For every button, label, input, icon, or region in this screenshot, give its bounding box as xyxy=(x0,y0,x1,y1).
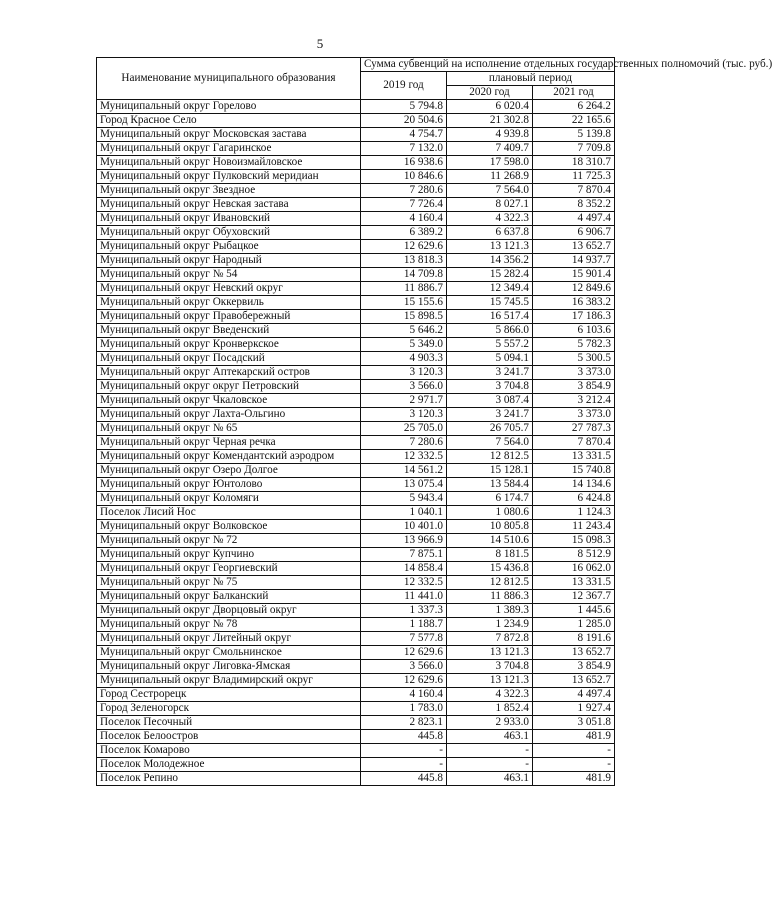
value-2020-cell: 14 510.6 xyxy=(447,534,533,548)
value-2021-cell: 13 331.5 xyxy=(533,450,615,464)
table-row xyxy=(97,198,615,212)
value-2020-cell: 1 080.6 xyxy=(447,506,533,520)
page-number: 5 xyxy=(316,36,324,51)
value-2021-cell: 14 134.6 xyxy=(533,478,615,492)
value-2020-cell: 7 564.0 xyxy=(447,436,533,450)
value-2020-cell: - xyxy=(447,758,533,772)
value-2019-cell: 12 332.5 xyxy=(361,576,447,590)
table-row xyxy=(97,716,615,730)
value-2019-cell: 15 155.6 xyxy=(361,296,447,310)
value-2020-cell: 7 409.7 xyxy=(447,142,533,156)
value-2019-cell: 25 705.0 xyxy=(361,422,447,436)
value-2021-cell: 7 870.4 xyxy=(533,436,615,450)
value-2021-cell: 14 937.7 xyxy=(533,254,615,268)
municipality-name-cell: Муниципальный округ Аптекарский остров xyxy=(97,366,361,380)
municipality-name-cell: Муниципальный округ № 78 xyxy=(97,618,361,632)
value-2019-cell: 12 332.5 xyxy=(361,450,447,464)
table-row xyxy=(97,464,615,478)
column-header-sum: Сумма субвенций на исполнение отдельных государственных полномочий (тыс. руб.) xyxy=(361,58,615,72)
table-row xyxy=(97,450,615,464)
value-2020-cell: 4 322.3 xyxy=(447,212,533,226)
value-2020-cell: 3 704.8 xyxy=(447,380,533,394)
table-row xyxy=(97,366,615,380)
table-row xyxy=(97,674,615,688)
table-row xyxy=(97,226,615,240)
value-2020-cell: 21 302.8 xyxy=(447,114,533,128)
municipality-name-cell: Город Красное Село xyxy=(97,114,361,128)
value-2019-cell: 3 566.0 xyxy=(361,380,447,394)
municipality-name-cell: Муниципальный округ Посадский xyxy=(97,352,361,366)
value-2020-cell: 13 121.3 xyxy=(447,674,533,688)
value-2021-cell: 27 787.3 xyxy=(533,422,615,436)
table-row xyxy=(97,744,615,758)
value-2021-cell: 3 051.8 xyxy=(533,716,615,730)
table-row xyxy=(97,660,615,674)
table-row xyxy=(97,632,615,646)
value-2019-cell: 14 561.2 xyxy=(361,464,447,478)
municipality-name-cell: Муниципальный округ Рыбацкое xyxy=(97,240,361,254)
table-row xyxy=(97,394,615,408)
table-row xyxy=(97,380,615,394)
value-2021-cell: 15 098.3 xyxy=(533,534,615,548)
value-2021-cell: 13 652.7 xyxy=(533,646,615,660)
value-2019-cell: - xyxy=(361,744,447,758)
municipality-name-cell: Муниципальный округ Народный xyxy=(97,254,361,268)
table-row xyxy=(97,562,615,576)
value-2021-cell: 8 191.6 xyxy=(533,632,615,646)
value-2019-cell: 7 577.8 xyxy=(361,632,447,646)
value-2019-cell: 2 823.1 xyxy=(361,716,447,730)
value-2020-cell: 1 389.3 xyxy=(447,604,533,618)
value-2020-cell: 12 812.5 xyxy=(447,450,533,464)
value-2021-cell: 13 652.7 xyxy=(533,240,615,254)
value-2021-cell: 13 331.5 xyxy=(533,576,615,590)
value-2019-cell: 445.8 xyxy=(361,730,447,744)
value-2019-cell: 14 858.4 xyxy=(361,562,447,576)
municipality-name-cell: Муниципальный округ Введенский xyxy=(97,324,361,338)
value-2019-cell: 2 971.7 xyxy=(361,394,447,408)
table-row xyxy=(97,534,615,548)
value-2021-cell: - xyxy=(533,758,615,772)
value-2021-cell: 1 927.4 xyxy=(533,702,615,716)
table-body xyxy=(97,100,615,786)
municipality-name-cell: Поселок Молодежное xyxy=(97,758,361,772)
value-2021-cell: 5 139.8 xyxy=(533,128,615,142)
municipality-name-cell: Муниципальный округ Купчино xyxy=(97,548,361,562)
table-row xyxy=(97,702,615,716)
municipality-name-cell: Муниципальный округ Обуховский xyxy=(97,226,361,240)
value-2020-cell: 4 322.3 xyxy=(447,688,533,702)
value-2019-cell: 7 280.6 xyxy=(361,436,447,450)
value-2019-cell: 5 646.2 xyxy=(361,324,447,338)
column-header-planned-period: плановый период xyxy=(447,72,615,86)
value-2020-cell: 463.1 xyxy=(447,730,533,744)
value-2021-cell: 8 512.9 xyxy=(533,548,615,562)
value-2019-cell: 11 886.7 xyxy=(361,282,447,296)
municipality-name-cell: Муниципальный округ округ Петровский xyxy=(97,380,361,394)
municipality-name-cell: Муниципальный округ Дворцовый округ xyxy=(97,604,361,618)
value-2019-cell: 1 337.3 xyxy=(361,604,447,618)
value-2021-cell: 11 725.3 xyxy=(533,170,615,184)
value-2020-cell: 4 939.8 xyxy=(447,128,533,142)
value-2019-cell: 5 794.8 xyxy=(361,100,447,114)
value-2020-cell: 8 027.1 xyxy=(447,198,533,212)
value-2021-cell: 17 186.3 xyxy=(533,310,615,324)
value-2020-cell: 5 094.1 xyxy=(447,352,533,366)
table-row xyxy=(97,114,615,128)
value-2019-cell: 13 966.9 xyxy=(361,534,447,548)
value-2019-cell: 3 120.3 xyxy=(361,366,447,380)
value-2019-cell: 15 898.5 xyxy=(361,310,447,324)
value-2019-cell: 13 075.4 xyxy=(361,478,447,492)
municipality-name-cell: Муниципальный округ Литейный округ xyxy=(97,632,361,646)
value-2019-cell: 4 903.3 xyxy=(361,352,447,366)
value-2019-cell: 14 709.8 xyxy=(361,268,447,282)
value-2019-cell: 1 188.7 xyxy=(361,618,447,632)
value-2021-cell: 1 124.3 xyxy=(533,506,615,520)
table-row xyxy=(97,184,615,198)
table-row xyxy=(97,772,615,786)
value-2019-cell: 10 846.6 xyxy=(361,170,447,184)
table-row xyxy=(97,520,615,534)
table-row xyxy=(97,436,615,450)
value-2021-cell: 7 709.8 xyxy=(533,142,615,156)
value-2021-cell: 11 243.4 xyxy=(533,520,615,534)
value-2020-cell: 5 557.2 xyxy=(447,338,533,352)
value-2019-cell: 7 875.1 xyxy=(361,548,447,562)
value-2019-cell: 12 629.6 xyxy=(361,674,447,688)
value-2020-cell: 13 121.3 xyxy=(447,646,533,660)
value-2020-cell: 10 805.8 xyxy=(447,520,533,534)
value-2020-cell: 13 584.4 xyxy=(447,478,533,492)
value-2019-cell: 1 040.1 xyxy=(361,506,447,520)
value-2021-cell: 6 424.8 xyxy=(533,492,615,506)
municipality-name-cell: Муниципальный округ Правобережный xyxy=(97,310,361,324)
value-2019-cell: 11 441.0 xyxy=(361,590,447,604)
value-2021-cell: 15 901.4 xyxy=(533,268,615,282)
table-row xyxy=(97,576,615,590)
value-2019-cell: 7 726.4 xyxy=(361,198,447,212)
value-2019-cell: 12 629.6 xyxy=(361,646,447,660)
table-row xyxy=(97,618,615,632)
municipality-name-cell: Поселок Лисий Нос xyxy=(97,506,361,520)
value-2020-cell: 16 517.4 xyxy=(447,310,533,324)
table-row xyxy=(97,156,615,170)
value-2019-cell: 20 504.6 xyxy=(361,114,447,128)
value-2021-cell: - xyxy=(533,744,615,758)
municipality-name-cell: Муниципальный округ Балканский xyxy=(97,590,361,604)
value-2020-cell: 1 234.9 xyxy=(447,618,533,632)
value-2019-cell: 1 783.0 xyxy=(361,702,447,716)
municipality-name-cell: Муниципальный округ Коломяги xyxy=(97,492,361,506)
value-2019-cell: 12 629.6 xyxy=(361,240,447,254)
value-2021-cell: 3 854.9 xyxy=(533,660,615,674)
municipality-name-cell: Муниципальный округ № 72 xyxy=(97,534,361,548)
value-2020-cell: 7 564.0 xyxy=(447,184,533,198)
table-row xyxy=(97,646,615,660)
table-row xyxy=(97,548,615,562)
value-2021-cell: 3 373.0 xyxy=(533,408,615,422)
municipality-name-cell: Муниципальный округ Московская застава xyxy=(97,128,361,142)
value-2021-cell: 12 849.6 xyxy=(533,282,615,296)
value-2020-cell: 3 087.4 xyxy=(447,394,533,408)
value-2021-cell: 15 740.8 xyxy=(533,464,615,478)
municipality-name-cell: Поселок Репино xyxy=(97,772,361,786)
value-2020-cell: 15 436.8 xyxy=(447,562,533,576)
value-2020-cell: 7 872.8 xyxy=(447,632,533,646)
value-2020-cell: 15 745.5 xyxy=(447,296,533,310)
subventions-table xyxy=(96,57,772,786)
municipality-name-cell: Муниципальный округ Чкаловское xyxy=(97,394,361,408)
municipality-name-cell: Муниципальный округ Волковское xyxy=(97,520,361,534)
value-2020-cell: 8 181.5 xyxy=(447,548,533,562)
table-row xyxy=(97,324,615,338)
table-row xyxy=(97,296,615,310)
table-row xyxy=(97,310,615,324)
municipality-name-cell: Муниципальный округ Лиговка-Ямская xyxy=(97,660,361,674)
column-header-2021: 2021 год xyxy=(533,86,615,100)
value-2020-cell: 17 598.0 xyxy=(447,156,533,170)
table-row xyxy=(97,422,615,436)
municipality-name-cell: Муниципальный округ Ивановский xyxy=(97,212,361,226)
value-2021-cell: 6 906.7 xyxy=(533,226,615,240)
value-2021-cell: 5 782.3 xyxy=(533,338,615,352)
value-2021-cell: 4 497.4 xyxy=(533,688,615,702)
value-2020-cell: 15 282.4 xyxy=(447,268,533,282)
value-2021-cell: 22 165.6 xyxy=(533,114,615,128)
municipality-name-cell: Муниципальный округ Звездное xyxy=(97,184,361,198)
value-2021-cell: 3 373.0 xyxy=(533,366,615,380)
value-2021-cell: 481.9 xyxy=(533,772,615,786)
municipality-name-cell: Муниципальный округ № 65 xyxy=(97,422,361,436)
table-row xyxy=(97,478,615,492)
value-2021-cell: 3 212.4 xyxy=(533,394,615,408)
table-row xyxy=(97,352,615,366)
value-2021-cell: 12 367.7 xyxy=(533,590,615,604)
value-2020-cell: 5 866.0 xyxy=(447,324,533,338)
value-2019-cell: 10 401.0 xyxy=(361,520,447,534)
value-2020-cell: 3 704.8 xyxy=(447,660,533,674)
value-2019-cell: 13 818.3 xyxy=(361,254,447,268)
value-2019-cell: 3 120.3 xyxy=(361,408,447,422)
municipality-name-cell: Муниципальный округ Кронверкское xyxy=(97,338,361,352)
table-row xyxy=(97,730,615,744)
municipality-name-cell: Поселок Комарово xyxy=(97,744,361,758)
value-2021-cell: 6 264.2 xyxy=(533,100,615,114)
municipality-name-cell: Муниципальный округ Озеро Долгое xyxy=(97,464,361,478)
table-row xyxy=(97,268,615,282)
municipality-name-cell: Поселок Песочный xyxy=(97,716,361,730)
municipality-name-cell: Муниципальный округ Горелово xyxy=(97,100,361,114)
value-2020-cell: 6 174.7 xyxy=(447,492,533,506)
value-2019-cell: 4 160.4 xyxy=(361,212,447,226)
value-2021-cell: 481.9 xyxy=(533,730,615,744)
table-row xyxy=(97,240,615,254)
municipality-name-cell: Муниципальный округ Георгиевский xyxy=(97,562,361,576)
column-header-2020: 2020 год xyxy=(447,86,533,100)
value-2020-cell: 11 268.9 xyxy=(447,170,533,184)
table-row xyxy=(97,604,615,618)
value-2020-cell: 14 356.2 xyxy=(447,254,533,268)
value-2019-cell: 7 280.6 xyxy=(361,184,447,198)
value-2020-cell: - xyxy=(447,744,533,758)
municipality-name-cell: Муниципальный округ Невская застава xyxy=(97,198,361,212)
value-2020-cell: 3 241.7 xyxy=(447,408,533,422)
municipality-name-cell: Муниципальный округ Оккервиль xyxy=(97,296,361,310)
value-2021-cell: 18 310.7 xyxy=(533,156,615,170)
value-2019-cell: 4 160.4 xyxy=(361,688,447,702)
value-2021-cell: 7 870.4 xyxy=(533,184,615,198)
value-2020-cell: 1 852.4 xyxy=(447,702,533,716)
municipality-name-cell: Город Сестрорецк xyxy=(97,688,361,702)
table-row xyxy=(97,212,615,226)
municipality-name-cell: Муниципальный округ № 54 xyxy=(97,268,361,282)
value-2020-cell: 2 933.0 xyxy=(447,716,533,730)
municipality-name-cell: Муниципальный округ Новоизмайловское xyxy=(97,156,361,170)
municipality-name-cell: Поселок Белоостров xyxy=(97,730,361,744)
value-2019-cell: 16 938.6 xyxy=(361,156,447,170)
table-row xyxy=(97,142,615,156)
table-row xyxy=(97,128,615,142)
table-row xyxy=(97,590,615,604)
municipality-name-cell: Муниципальный округ Комендантский аэродром xyxy=(97,450,361,464)
municipality-name-cell: Муниципальный округ Смольнинское xyxy=(97,646,361,660)
value-2020-cell: 26 705.7 xyxy=(447,422,533,436)
value-2021-cell: 13 652.7 xyxy=(533,674,615,688)
municipality-name-cell: Муниципальный округ Юнтолово xyxy=(97,478,361,492)
table-row xyxy=(97,338,615,352)
value-2021-cell: 16 062.0 xyxy=(533,562,615,576)
value-2020-cell: 6 637.8 xyxy=(447,226,533,240)
municipality-name-cell: Муниципальный округ № 75 xyxy=(97,576,361,590)
value-2020-cell: 15 128.1 xyxy=(447,464,533,478)
table-row xyxy=(97,688,615,702)
value-2019-cell: 445.8 xyxy=(361,772,447,786)
municipality-name-cell: Муниципальный округ Черная речка xyxy=(97,436,361,450)
value-2019-cell: 3 566.0 xyxy=(361,660,447,674)
municipality-name-cell: Муниципальный округ Владимирский округ xyxy=(97,674,361,688)
value-2020-cell: 11 886.3 xyxy=(447,590,533,604)
value-2020-cell: 13 121.3 xyxy=(447,240,533,254)
table-row xyxy=(97,506,615,520)
value-2019-cell: 5 349.0 xyxy=(361,338,447,352)
value-2020-cell: 463.1 xyxy=(447,772,533,786)
table-row xyxy=(97,492,615,506)
column-header-name: Наименование муниципального образования xyxy=(97,58,361,100)
value-2019-cell: - xyxy=(361,758,447,772)
value-2021-cell: 1 285.0 xyxy=(533,618,615,632)
value-2019-cell: 4 754.7 xyxy=(361,128,447,142)
value-2019-cell: 7 132.0 xyxy=(361,142,447,156)
table-row xyxy=(97,100,615,114)
table-row xyxy=(97,758,615,772)
value-2021-cell: 3 854.9 xyxy=(533,380,615,394)
value-2021-cell: 6 103.6 xyxy=(533,324,615,338)
table-row xyxy=(97,170,615,184)
municipality-name-cell: Муниципальный округ Лахта-Ольгино xyxy=(97,408,361,422)
table-row xyxy=(97,282,615,296)
municipality-name-cell: Муниципальный округ Невский округ xyxy=(97,282,361,296)
value-2019-cell: 5 943.4 xyxy=(361,492,447,506)
value-2021-cell: 1 445.6 xyxy=(533,604,615,618)
municipality-name-cell: Город Зеленогорск xyxy=(97,702,361,716)
table-row xyxy=(97,408,615,422)
municipality-name-cell: Муниципальный округ Пулковский меридиан xyxy=(97,170,361,184)
value-2020-cell: 3 241.7 xyxy=(447,366,533,380)
column-header-2019: 2019 год xyxy=(361,72,447,100)
value-2020-cell: 6 020.4 xyxy=(447,100,533,114)
municipality-name-cell: Муниципальный округ Гагаринское xyxy=(97,142,361,156)
value-2020-cell: 12 812.5 xyxy=(447,576,533,590)
value-2021-cell: 16 383.2 xyxy=(533,296,615,310)
table-row xyxy=(97,254,615,268)
value-2019-cell: 6 389.2 xyxy=(361,226,447,240)
value-2021-cell: 8 352.2 xyxy=(533,198,615,212)
value-2021-cell: 4 497.4 xyxy=(533,212,615,226)
value-2021-cell: 5 300.5 xyxy=(533,352,615,366)
value-2020-cell: 12 349.4 xyxy=(447,282,533,296)
